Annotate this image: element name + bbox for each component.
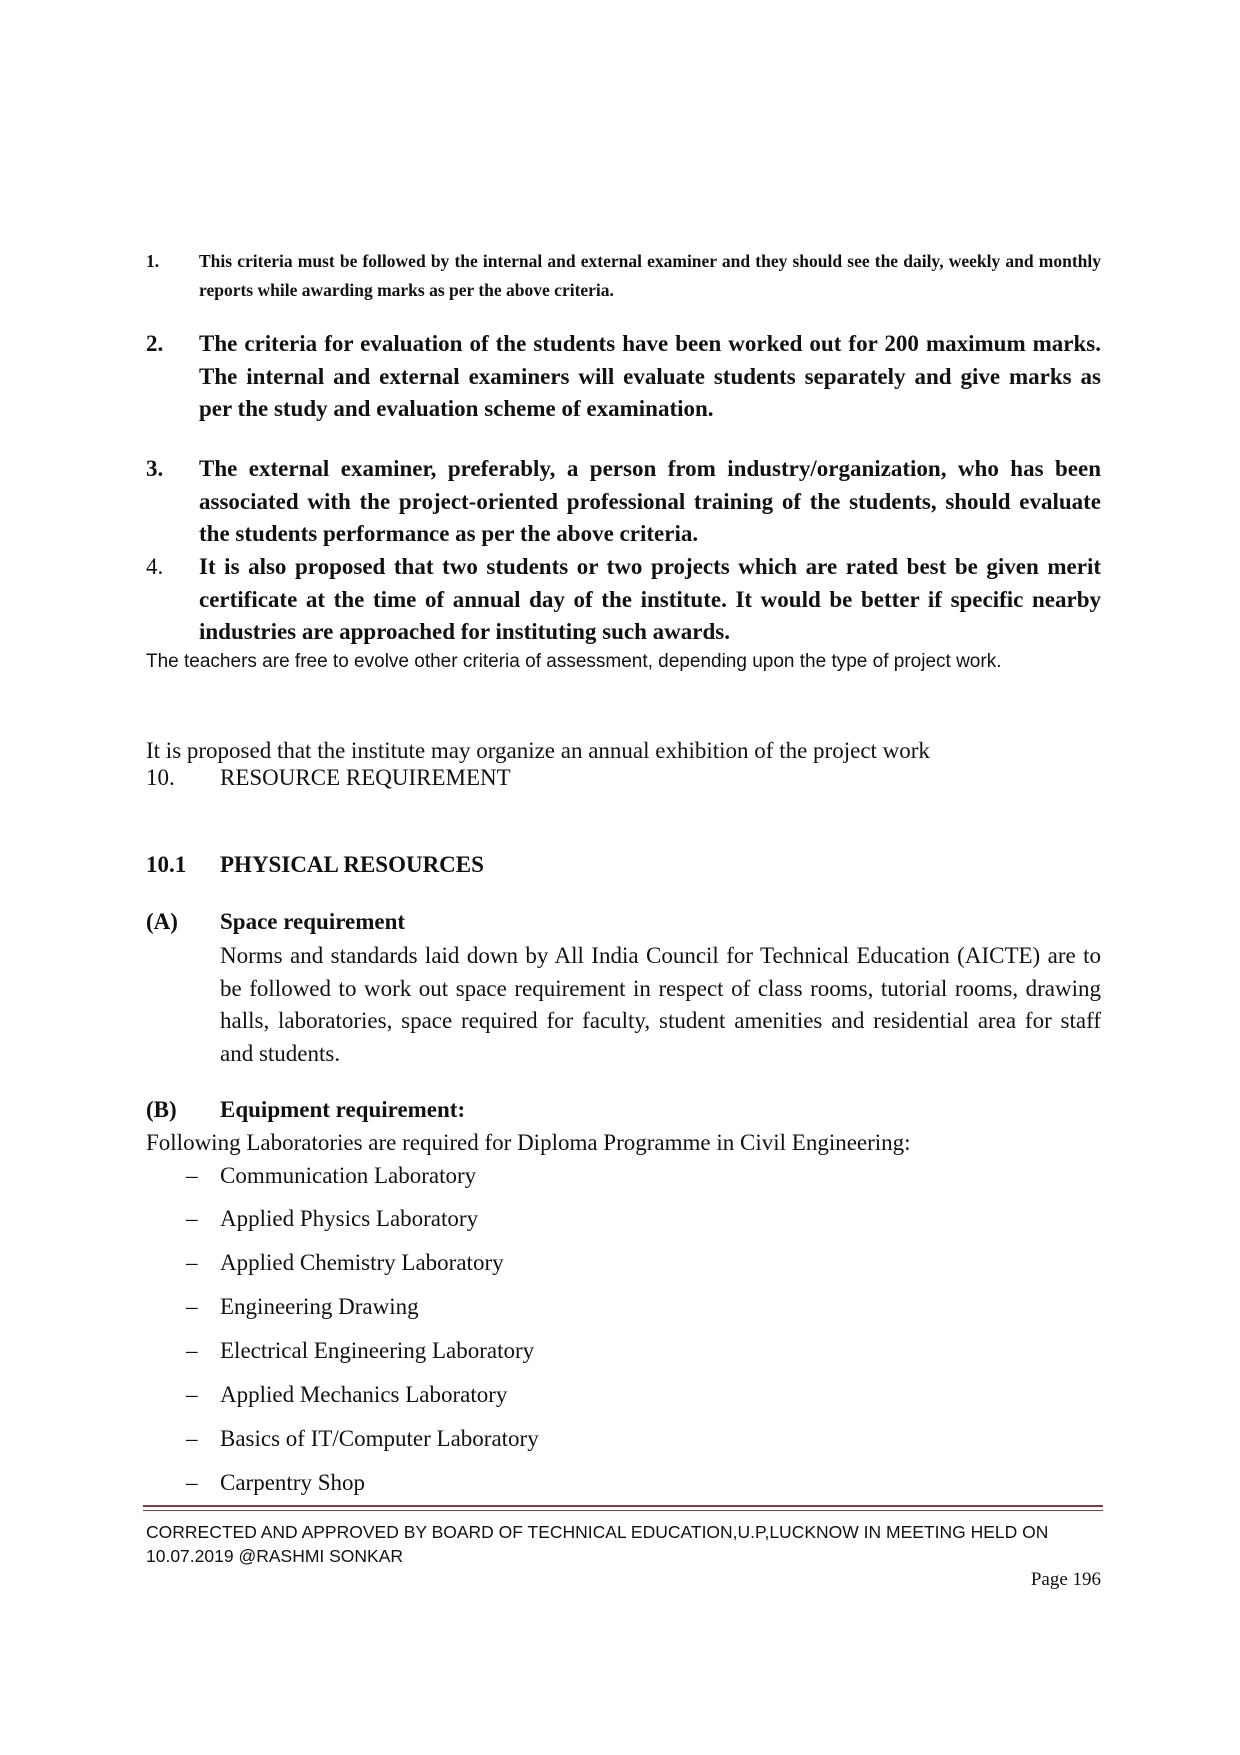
footer-rule-thin [143,1510,1103,1511]
section-title: RESOURCE REQUIREMENT [220,765,511,790]
lab-name: Engineering Drawing [220,1294,419,1319]
space-heading: Space requirement [220,909,406,934]
item-number: 4. [146,554,164,579]
item-text: The external examiner, preferably, a person from industry/organization, who has been associated with the project-oriented professional training of the students, should evaluate the students performance as per the above criteria. [199,456,1101,546]
lab-name: Carpentry Shop [220,1470,366,1495]
dash-bullet: – [186,1250,198,1275]
labs-intro: Following Laboratories are required for Diploma Programme in Civil Engineering: [146,1130,911,1155]
criteria-item-4 [146,551,1101,649]
dash-bullet: – [186,1382,198,1407]
footer-rule [143,1505,1103,1507]
dash-bullet: – [186,1294,198,1319]
item-number: 3. [146,456,164,481]
item-text: It is also proposed that two students or two projects which are rated best be given merit certificate at the time of annual day of the institute. It would be better if specific nearby industries are approached for instituting such awards. [199,554,1101,644]
lab-name: Applied Physics Laboratory [220,1206,479,1231]
lab-name: Communication Laboratory [220,1163,477,1188]
page-number: Page 196 [1030,1569,1101,1590]
equipment-heading: Equipment requirement: [220,1097,466,1122]
dash-bullet: – [186,1163,198,1188]
lab-name: Applied Mechanics Laboratory [220,1382,508,1407]
lab-name: Applied Chemistry Laboratory [220,1250,504,1275]
section-number: 10. [146,765,175,790]
space-body: Norms and standards laid down by All India Council for Technical Education (AICTE) are to be followed to work out space requirement in respect of class rooms, tutorial rooms, drawing halls, laboratories, space required for faculty, student amenities and residential area for staff and students. [220,943,1101,1067]
item-text: The criteria for evaluation of the students have been worked out for 200 maximum marks. The internal and external examiners will evaluate students separately and give marks as per the study and evaluation scheme of examination. [199,331,1101,421]
criteria-item-2 [146,328,1101,426]
exhibition-note: It is proposed that the institute may organize an annual exhibition of the project work [146,738,930,763]
lab-name: Electrical Engineering Laboratory [220,1338,535,1363]
dash-bullet: – [186,1206,198,1231]
teachers-note: The teachers are free to evolve other criteria of assessment, depending upon the type of project work. [146,651,1002,672]
item-text: This criteria must be followed by the internal and external examiner and they should see the daily, weekly and monthly reports while awarding marks as per the above criteria. [199,251,1101,300]
dash-bullet: – [186,1470,198,1495]
dash-bullet: – [186,1426,198,1451]
criteria-item-1 [146,247,1101,305]
item-number: 2. [146,331,164,356]
space-label: (A) [146,909,178,934]
equipment-label: (B) [146,1097,177,1122]
item-number: 1. [146,251,160,271]
footer-approval-text: CORRECTED AND APPROVED BY BOARD OF TECHNICAL EDUCATION,U.P,LUCKNOW IN MEETING HELD ON 10.07.2019 @RASHMI SONKAR [146,1522,1049,1566]
lab-name: Basics of IT/Computer Laboratory [220,1426,539,1451]
criteria-item-3 [146,453,1101,551]
section-title: PHYSICAL RESOURCES [220,852,484,877]
section-number: 10.1 [146,852,187,877]
dash-bullet: – [186,1338,198,1363]
